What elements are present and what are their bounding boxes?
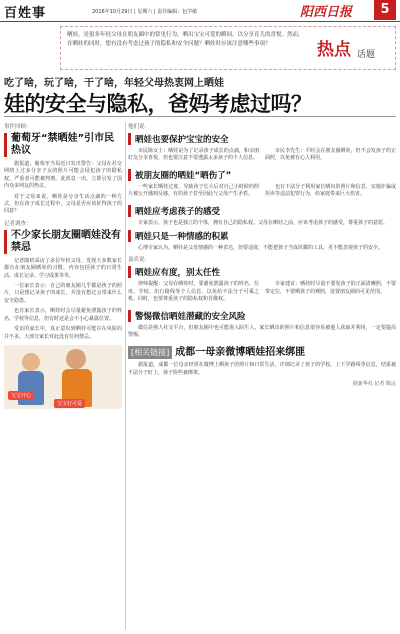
parent-head-illustration [66,349,86,369]
subhead: 晒娃也要保护宝宝的安全 [128,133,396,145]
photo-tag: 宝宝好可爱 [54,399,85,408]
byline: 事件回顾： [4,124,32,130]
subhead: 警惕微信晒娃潜藏的安全风险 [128,310,396,322]
paragraph: 一些家长晒娃过度，导致孩子长大后对自己小时候的照片被公开感到反感，有的孩子甚至因此与父母产生矛盾。 [128,183,259,198]
byline: 他们说： [128,124,151,130]
right-column [128,122,396,630]
dateline: 2016年10月29日 | 星期六 | 责任编辑：包学敏 [92,9,198,15]
byline: 记者调查： [4,220,32,227]
subhead: 晒娃应有度，别太任性 [128,266,396,278]
teaser-text: 晒娃，是很多年轻父母在朋友圈中的常见行为，晒出宝宝可爱的瞬间，以分享育儿的喜悦。然而，在晒娃的同时，您有没有考虑过孩子的隐私和安全问题？晒娃时应该注意哪些事项？ [67,32,304,47]
paragraph: 专家建议：晒娃时尽量不要发孩子的正面清晰照，不要带定位，不要晒孩子的裸照，设置朋友圈的可见范围。 [265,281,396,295]
newspaper-logo: 阳西日报 [300,5,353,20]
paragraph: 律师提醒：父母在晒娃时，要避免泄露孩子的姓名、住址、学校、出行路线等个人信息，以免给不法分子可乘之机。同时，也要尊重孩子的隐私权和肖像权。 [128,281,259,303]
hot-topic-sub: 话题 [357,50,376,60]
related-link-headline [128,343,396,359]
two-column-text [128,148,396,166]
paragraph: 心理专家认为，晒娃是父母情感的一种表达，但要适度，不能把孩子当成炫耀的工具，更不能忽视孩子的安全。 [138,245,384,252]
related-link-tag: [相关链接] [128,346,172,359]
paragraph: 市民陈女士：晒娃是为了记录孩子成长的点滴，和亲朋好友分享喜悦，但也要注意不要透露太多孩子的个人信息。 [128,148,259,162]
paragraph: 受访的家长中，真正意识到晒娃可能存在风险的并不多，大部分家长对此没有任何禁忌。 [4,326,122,340]
photo-tag: 宝宝开心 [8,391,34,400]
masthead [0,0,400,22]
two-column-text [128,281,396,306]
related-link-title: 成都一母亲微博晒娃招来绑匪 [175,347,306,359]
paragraph: 对于父母来说，晒娃是分享生活点滴的一种方式，但在孩子成长过程中，父母是否应该征得孩子的同意？ [4,193,122,215]
divider [4,116,396,117]
illustration [4,345,122,409]
subhead: 晒娃应考虑孩子的感受 [128,205,396,217]
section-name: 百姓事 [4,6,47,21]
paragraph: 据报道，葡萄牙当局近日发出警告：父母在社交网络上过多分享子女的照片可能会侵犯孩子的隐私权，严重者可能被判刑。此消息一出，立即引发了国内众多网友的热议。 [4,161,122,190]
left-column [4,122,122,630]
paragraph: 一位家长表示：自己的朋友圈几乎都是孩子的照片，只是想记录孩子的成长，并没有想过会带来什么安全隐患。 [4,283,122,304]
paragraph: 微信是熟人社交平台，但朋友圈中也可能混入陌生人，家长晒出的照片和信息很容易被他人获取并利用，一定要提高警惕。 [128,324,396,339]
two-column-text [128,184,396,202]
headline: 娃的安全与隐私，爸妈考虑过吗？ [4,92,312,116]
hot-topic-label: 热点 [317,40,351,60]
paragraph: 据报道，成都一位母亲经常在微博上晒孩子的照片和日常生活，详细记录了孩子的学校、上下学路线等信息，结果被不法分子盯上，孩子险些被绑架。 [128,362,396,376]
subhead: 被朋友圈的晒娃“晒伤了” [128,169,396,181]
subhead: 不少家长朋友圈晒娃没有禁忌 [4,230,122,254]
paragraph: 记者随机采访了多位年轻父母，发现大多数家长都有在朋友圈晒娃的习惯，内容包括孩子的日常生活、成长记录、学习成果等等。 [4,257,122,279]
credit: 据新华社 记者 陈远 [352,381,396,388]
byline: 嘉宾说： [128,257,151,264]
paragraph: 专家表示，孩子也是独立的个体，拥有自己的隐私权。父母在晒娃之前，应该考虑孩子的感受，尊重孩子的意愿。 [138,219,389,226]
paragraph: 市民李先生：平时会在朋友圈晒娃，但不会发孩子的正面照，以免被有心人利用。 [265,148,396,162]
kicker: 吃了啥，玩了啥，干了啥，年轻父母热衷网上晒娃 [4,78,224,89]
column-divider [125,122,126,630]
subhead: 晒娃只是一种情感的积累 [128,230,396,242]
page-number: 5 [374,0,396,20]
paragraph: 也有家长表示，晒娃时会尽量避免泄露孩子的姓名、学校等信息，但有时还是会不小心暴露位置。 [4,308,122,322]
subhead: 葡萄牙“禁晒娃”引市民热议 [4,133,122,157]
teaser-box [60,26,396,70]
child-head-illustration [22,353,40,371]
paragraph: 也有不法分子利用家长晒出的照片和信息，实施诈骗或拐卖等违法犯罪行为，给家庭带来巨大伤害。 [265,183,396,198]
